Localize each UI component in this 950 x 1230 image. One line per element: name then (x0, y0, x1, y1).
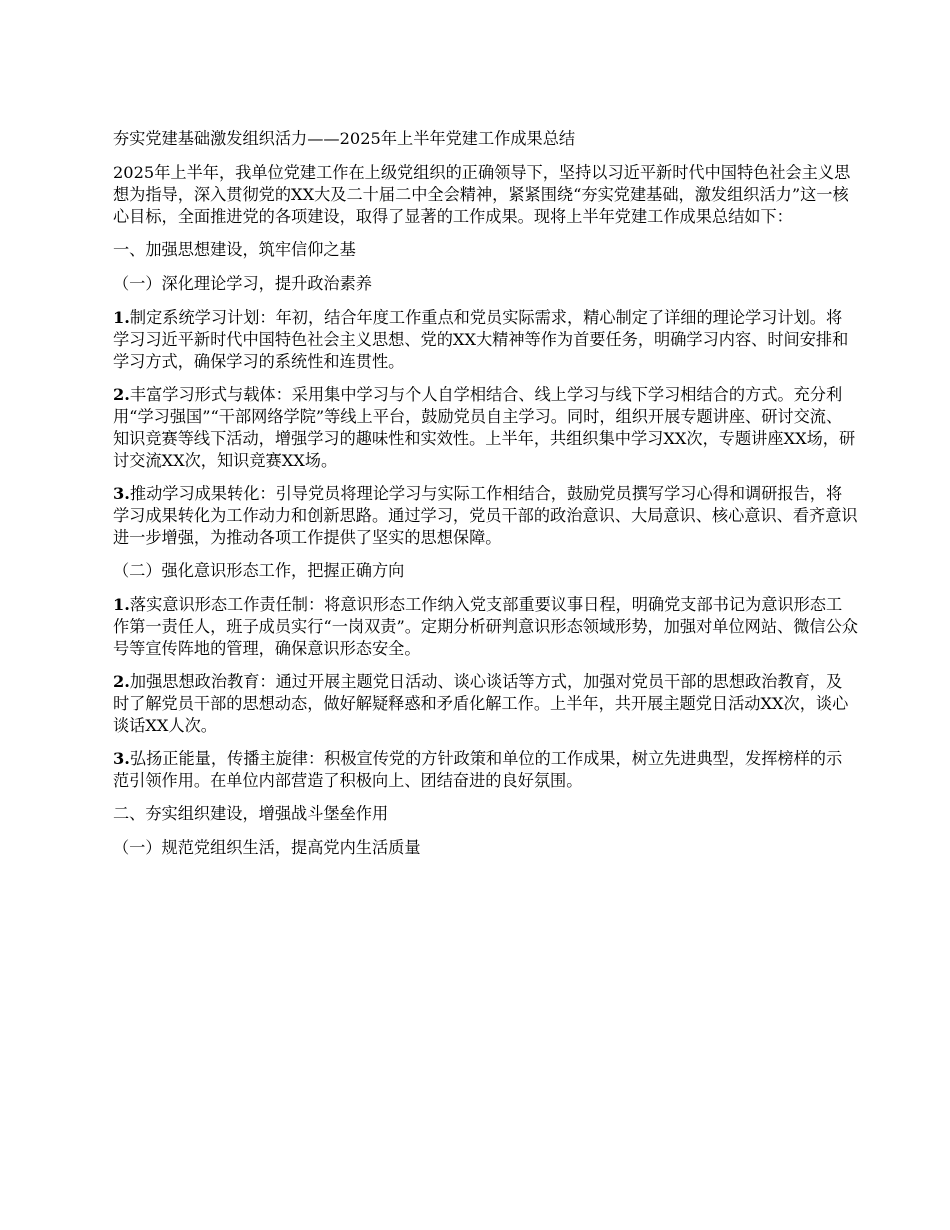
item-text: 弘扬正能量，传播主旋律：积极宣传党的方针政策和单位的工作成果，树立先进典型，发挥榜样的示范引领作用。在单位内部营造了积极向上、团结奋进的良好氛围。 (113, 749, 843, 790)
section-2-sub-1-heading: （一）规范党组织生活，提高党内生活质量 (113, 838, 421, 857)
item-text: 落实意识形态工作责任制：将意识形态工作纳入党支部重要议事日程，明确党支部书记为意识形态工作第一责任人，班子成员实行“一岗双责”。定期分析研判意识形态领域形势，加强对单位网站、微信公众号等宣传阵地的管理，确保意识形态安全。 (113, 595, 858, 658)
item-text: 加强思想政治教育：通过开展主题党日活动、谈心谈话等方式，加强对党员干部的思想政治教育，及时了解党员干部的思想动态，做好解疑释惑和矛盾化解工作。上半年，共开展主题党日活动XX次，谈心谈话XX人次。 (113, 672, 849, 735)
item-number: 1. (113, 308, 130, 327)
item-number: 3. (113, 749, 130, 768)
section-1-heading: 一、加强思想建设，筑牢信仰之基 (113, 240, 356, 259)
section-1-sub-2-heading: （二）强化意识形态工作，把握正确方向 (113, 561, 405, 580)
document-body (113, 128, 858, 871)
item-text: 丰富学习形式与载体：采用集中学习与个人自学相结合、线上学习与线下学习相结合的方式。充分利用“学习强国”“干部网络学院”等线上平台，鼓励党员自主学习。同时，组织开展专题讲座、研讨交流、知识竞赛等线下活动，增强学习的趣味性和实效性。上半年，共组织集中学习XX次，专题讲座XX场，研讨交流XX次，知识竞赛XX场。 (113, 385, 856, 470)
list-item (113, 307, 858, 373)
document-title: 夯实党建基础激发组织活力——2025年上半年党建工作成果总结 (113, 129, 576, 148)
list-item (113, 594, 858, 660)
item-number: 1. (113, 595, 130, 614)
intro-paragraph: 2025年上半年，我单位党建工作在上级党组织的正确领导下，坚持以习近平新时代中国特色社会主义思想为指导，深入贯彻党的XX大及二十届二中全会精神，紧紧围绕“夯实党建基础，激发组织活力”这一核心目标，全面推进党的各项建设，取得了显著的工作成果。现将上半年党建工作成果总结如下： (113, 163, 851, 226)
list-item (113, 483, 858, 549)
item-text: 推动学习成果转化：引导党员将理论学习与实际工作相结合，鼓励党员撰写学习心得和调研报告，将学习成果转化为工作动力和创新思路。通过学习，党员干部的政治意识、大局意识、核心意识、看齐意识进一步增强，为推动各项工作提供了坚实的思想保障。 (113, 484, 858, 547)
item-number: 2. (113, 385, 130, 404)
section-1-sub-1-heading: （一）深化理论学习，提升政治素养 (113, 274, 372, 293)
list-item (113, 748, 858, 792)
section-2-heading: 二、夯实组织建设，增强战斗堡垒作用 (113, 804, 389, 823)
list-item (113, 384, 858, 472)
item-text: 制定系统学习计划：年初，结合年度工作重点和党员实际需求，精心制定了详细的理论学习计划。将学习习近平新时代中国特色社会主义思想、党的XX大精神等作为首要任务，明确学习内容、时间安排和学习方式，确保学习的系统性和连贯性。 (113, 308, 849, 371)
item-number: 2. (113, 672, 130, 691)
item-number: 3. (113, 484, 130, 503)
list-item (113, 671, 858, 737)
